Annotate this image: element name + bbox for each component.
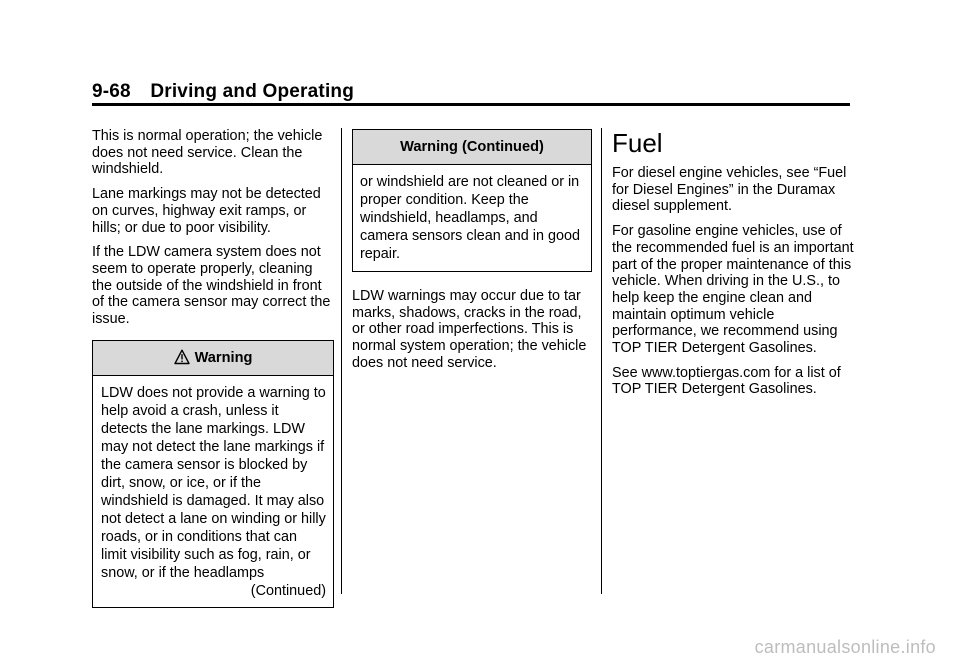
warning-body <box>353 165 591 271</box>
warning-triangle-icon <box>174 344 190 378</box>
warning-body <box>93 376 333 607</box>
continued-label: (Continued) <box>250 582 326 599</box>
paragraph: LDW warnings may occur due to tar marks, shadows, cracks in the road, or other road imperfections. This is normal system operation; the vehicle does not need service. <box>352 288 587 371</box>
column-divider-1 <box>341 128 342 594</box>
section-heading-fuel: Fuel <box>612 128 663 158</box>
column-3 <box>612 128 856 406</box>
warning-box <box>92 340 334 608</box>
warning-text: LDW does not provide a warning to help avoid a crash, unless it detects the lane markings. LDW may not detect the lane markings if the camera sensor is blocked by dirt, snow, or ice, or if the windshield is damaged. It may also not detect a lane on winding or hilly roads, or in conditions that can limit visibility such as fog, rain, or snow, or if the headlamps <box>101 384 326 581</box>
paragraph: If the LDW camera system does not seem to operate properly, cleaning the outside of the windshield in front of the camera sensor may correct the issue. <box>92 244 331 328</box>
warning-box-continued <box>352 129 592 272</box>
paragraph: For diesel engine vehicles, see “Fuel for Diesel Engines” in the Duramax diesel supplement. <box>612 165 847 215</box>
page-number: 9-68 <box>92 81 131 102</box>
watermark: carmanualsonline.info <box>754 637 936 657</box>
warning-header <box>93 341 333 376</box>
paragraph: This is normal operation; the vehicle does not need service. Clean the windshield. <box>92 128 323 178</box>
paragraph: See www.toptiergas.com for a list of TOP TIER Detergent Gasolines. <box>612 364 841 398</box>
page-header <box>92 81 354 103</box>
column-2 <box>352 128 592 380</box>
column-divider-2 <box>601 128 602 594</box>
section-title: Driving and Operating <box>150 81 355 102</box>
warning-text: or windshield are not cleaned or in proper condition. Keep the windshield, headlamps, and camera sensors clean and in good repair. <box>360 174 580 262</box>
paragraph: For gasoline engine vehicles, use of the recommended fuel is an important part of the proper maintenance of this vehicle. When driving in the U.S., to help keep the engine clean and maintain optimum vehicle performance, we recommend using TOP TIER Detergent Gasolines. <box>612 223 854 357</box>
header-rule <box>92 103 850 106</box>
warning-title: Warning <box>194 349 253 366</box>
warning-header: Warning (Continued) <box>353 130 591 165</box>
paragraph: Lane markings may not be detected on curves, highway exit ramps, or hills; or due to poor visibility. <box>92 186 321 236</box>
column-1 <box>92 128 334 608</box>
